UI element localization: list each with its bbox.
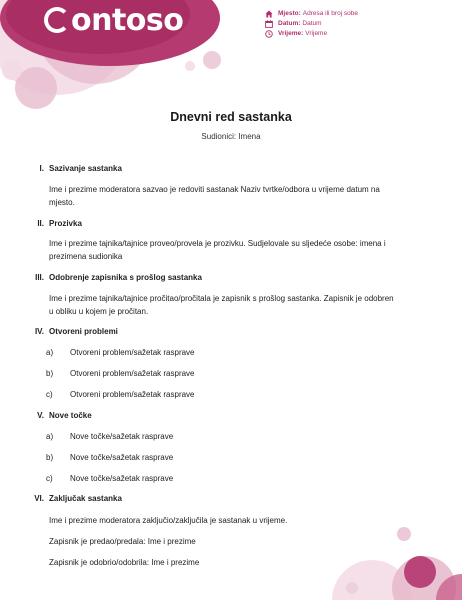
section-number: I. bbox=[39, 164, 44, 173]
section-number: III. bbox=[35, 273, 44, 282]
footer-decoration bbox=[312, 520, 462, 600]
info-location-value: Adresa ili broj sobe bbox=[302, 10, 359, 17]
attendees-line: Sudionici: Imena bbox=[201, 132, 261, 141]
info-location-label: Mjesto: bbox=[278, 10, 301, 17]
section-paragraph bbox=[49, 292, 421, 318]
logo-text: ontoso bbox=[71, 3, 184, 38]
calendar-icon bbox=[264, 20, 273, 29]
section-paragraph: Ime i prezime moderatora zaključio/zaključila je sastanak u vrijeme. bbox=[49, 516, 288, 525]
paragraph-line: Ime i prezime tajnika/tajnice proveo/provela je prozivku. Sudjelovale su sljedeće osobe: imena i bbox=[49, 239, 386, 248]
section-heading: Sazivanje sastanka bbox=[49, 164, 122, 173]
list-item-text: Nove točke/sažetak rasprave bbox=[70, 432, 174, 441]
paragraph-line: mjesto. bbox=[49, 198, 75, 207]
section-heading: Zaključak sastanka bbox=[49, 494, 122, 503]
info-location bbox=[264, 9, 358, 19]
info-time bbox=[264, 29, 358, 39]
list-item-letter: a) bbox=[46, 432, 54, 441]
info-time-label: Vrijeme: bbox=[278, 30, 304, 37]
home-icon bbox=[264, 10, 273, 19]
list-item-text: Nove točke/sažetak rasprave bbox=[70, 453, 174, 462]
section-paragraph bbox=[49, 237, 421, 263]
section-number: VI. bbox=[34, 494, 44, 503]
list-item-letter: b) bbox=[46, 369, 54, 378]
paragraph-line: Ime i prezime moderatora sazvao je redoviti sastanak Naziv tvrtke/odbora u vrijeme datum na bbox=[49, 185, 380, 194]
paragraph-line: prezimena sudionika bbox=[49, 252, 123, 261]
section-number: II. bbox=[37, 219, 44, 228]
section-heading: Prozivka bbox=[49, 219, 82, 228]
section-number: V. bbox=[37, 411, 44, 420]
logo-c-glyph bbox=[44, 7, 70, 33]
section-heading: Odobrenje zapisnika s prošlog sastanka bbox=[49, 273, 202, 282]
section-paragraph: Zapisnik je predao/predala: Ime i prezime bbox=[49, 537, 196, 546]
list-item-letter: b) bbox=[46, 453, 54, 462]
list-item-text: Otvoreni problem/sažetak rasprave bbox=[70, 348, 195, 357]
info-time-value: Vrijeme bbox=[305, 30, 328, 37]
list-item-letter: c) bbox=[46, 390, 53, 399]
section-paragraph: Zapisnik je odobrio/odobrila: Ime i prezime bbox=[49, 558, 200, 567]
meeting-info bbox=[264, 9, 358, 39]
info-date bbox=[264, 19, 358, 29]
section-number: IV. bbox=[34, 327, 44, 336]
info-date-value: Datum bbox=[302, 20, 322, 27]
list-item-text: Nove točke/sažetak rasprave bbox=[70, 474, 174, 483]
info-date-label: Datum: bbox=[278, 20, 301, 27]
section-heading: Nove točke bbox=[49, 411, 92, 420]
list-item-text: Otvoreni problem/sažetak rasprave bbox=[70, 369, 195, 378]
document-title: Dnevni red sastanka bbox=[170, 110, 292, 124]
clock-icon bbox=[264, 30, 273, 39]
paragraph-line: Ime i prezime tajnika/tajnice pročitao/pročitala je zapisnik s prošlog sastanka. Zapisnik je odobren bbox=[49, 294, 394, 303]
list-item-letter: c) bbox=[46, 474, 53, 483]
section-paragraph bbox=[49, 183, 421, 209]
section-heading: Otvoreni problemi bbox=[49, 327, 118, 336]
paragraph-line: u obliku u kojem je pročitan. bbox=[49, 307, 149, 316]
list-item-text: Otvoreni problem/sažetak rasprave bbox=[70, 390, 195, 399]
contoso-logo bbox=[44, 3, 184, 38]
list-item-letter: a) bbox=[46, 348, 54, 357]
